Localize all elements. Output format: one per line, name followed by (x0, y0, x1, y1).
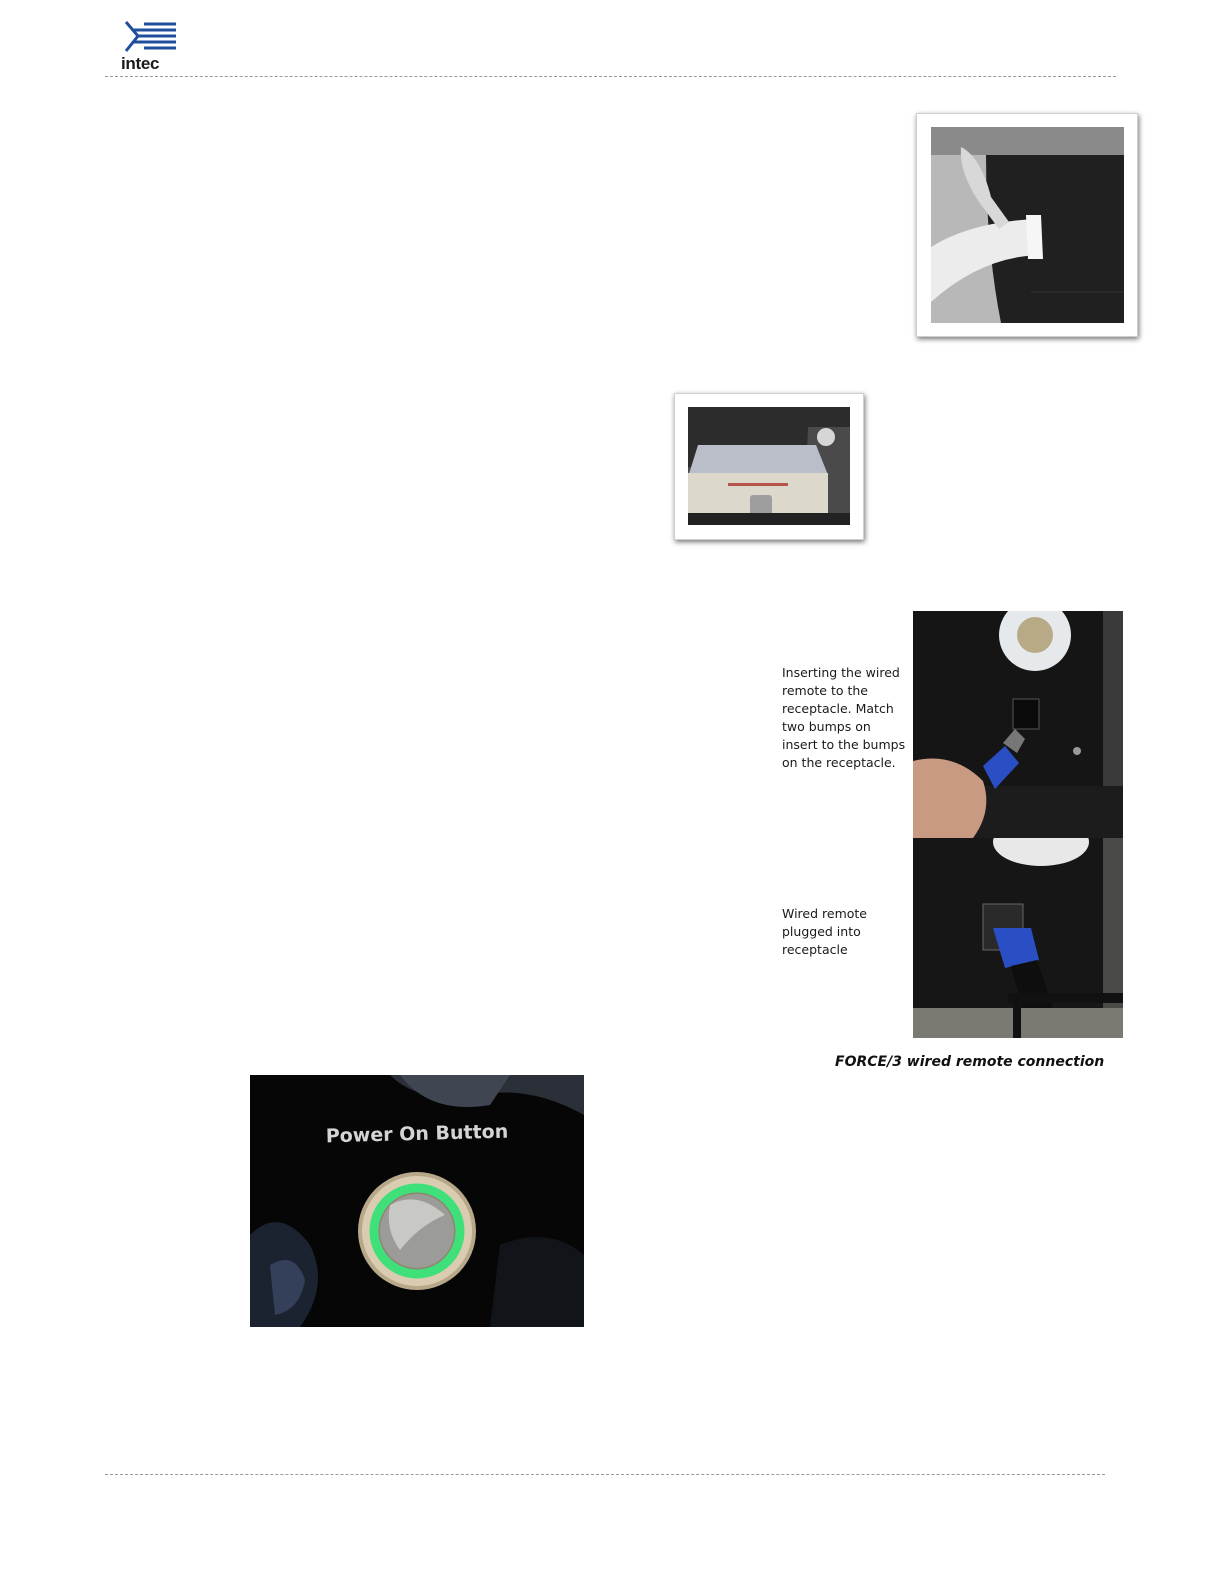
remote-plugged-photo (913, 838, 1123, 1038)
hose-clamp-photo (931, 127, 1124, 323)
unit-top-photo (688, 407, 850, 525)
power-on-button-label: Power On Button (325, 1120, 509, 1148)
remote-insert-photo (913, 611, 1123, 838)
remote-insert-caption: Inserting the wired remote to the receptacle. Match two bumps on insert to the bumps on the receptacle. (782, 665, 906, 770)
header-divider (105, 76, 1116, 77)
hose-clamp-photo-frame (916, 113, 1138, 337)
logo-text: intec (121, 54, 160, 73)
power-button-photo (250, 1075, 584, 1327)
intec-logo (120, 20, 180, 72)
remote-connection-figure-title: FORCE/3 wired remote connection (835, 1054, 1105, 1070)
remote-plugged-caption: Wired remote plugged into receptacle (782, 906, 867, 957)
intec-stripes-logo-icon (120, 20, 178, 56)
unit-top-photo-frame (674, 393, 864, 540)
footer-divider (105, 1474, 1105, 1475)
